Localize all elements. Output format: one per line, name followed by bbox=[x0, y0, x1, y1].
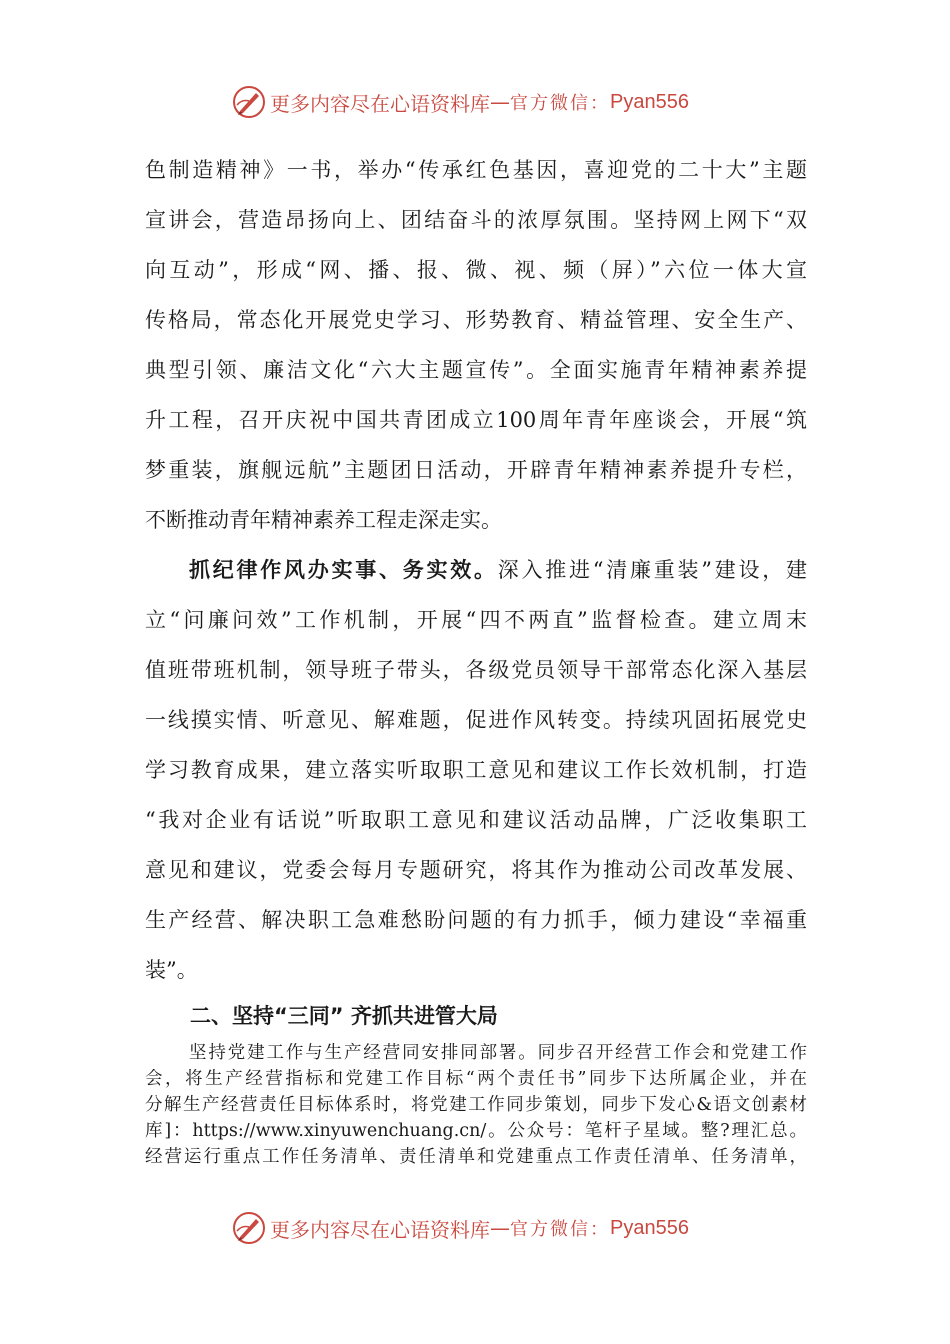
text-line-first bbox=[145, 545, 807, 595]
footer-banner bbox=[232, 1208, 752, 1248]
banner-separator: — bbox=[490, 1216, 510, 1240]
text-line: 传格局，常态化开展党史学习、形势教育、精益管理、安全生产、 bbox=[145, 308, 807, 332]
text-line: 向互动”，形成“网、播、报、微、视、频（屏）”六位一体大宣 bbox=[145, 258, 807, 282]
text-line: 库]：https://www.xinyuwenchuang.cn/。公众号：笔杆子星域。整?理汇总。 bbox=[145, 1121, 807, 1141]
text-line: 经营运行重点工作任务清单、责任清单和党建重点工作责任清单、任务清单， bbox=[145, 1147, 807, 1167]
pen-logo-icon bbox=[232, 85, 266, 119]
text-line: 装”。 bbox=[145, 958, 198, 982]
paragraph-1 bbox=[145, 145, 807, 545]
text-line: 立“问廉问效”工作机制，开展“四不两直”监督检查。建立周末 bbox=[145, 608, 807, 632]
text-line: 坚持党建工作与生产经营同安排同部署。同步召开经营工作会和党建工作 bbox=[189, 1043, 807, 1063]
text-line: 意见和建议，党委会每月专题研究，将其作为推动公司改革发展、 bbox=[145, 858, 807, 882]
text-line: 会，将生产经营指标和党建工作目标“两个责任书”同步下达所属企业，并在 bbox=[145, 1069, 807, 1089]
text-line: 生产经营、解决职工急难愁盼问题的有力抓手，倾力建设“幸福重 bbox=[145, 908, 807, 932]
text-line: 宣讲会，营造昂扬向上、团结奋斗的浓厚氛围。坚持网上网下“双 bbox=[145, 208, 807, 232]
banner-wechat-id: Pyan556 bbox=[610, 90, 689, 113]
paragraph-2 bbox=[145, 545, 807, 995]
text-line: 一线摸实情、听意见、解难题，促进作风转变。持续巩固拓展党史 bbox=[145, 708, 807, 732]
header-banner bbox=[232, 82, 752, 122]
banner-wechat-id: Pyan556 bbox=[610, 1216, 689, 1239]
paragraph-lead: 抓纪律作风办实事、务实效。 bbox=[189, 557, 498, 582]
text-line: 值班带班机制，领导班子带头，各级党员领导干部常态化深入基层 bbox=[145, 658, 807, 682]
banner-text: 更多内容尽在心语资料库 bbox=[270, 91, 490, 116]
pen-logo-icon bbox=[232, 1211, 266, 1245]
section-heading: 二、坚持“三同” 齐抓共进管大局 bbox=[190, 1004, 498, 1028]
text-line: 不断推动青年精神素养工程走深走实。 bbox=[145, 508, 502, 532]
banner-separator: — bbox=[490, 90, 510, 114]
text-line: “我对企业有话说”听取职工意见和建议活动品牌，广泛收集职工 bbox=[145, 808, 807, 832]
text-line: 典型引领、廉洁文化“六大主题宣传”。全面实施青年精神素养提 bbox=[145, 358, 807, 382]
paragraph-3 bbox=[145, 1040, 807, 1170]
banner-label: 官方微信： bbox=[510, 93, 610, 114]
text-line: 梦重装，旗舰远航”主题团日活动，开辟青年精神素养提升专栏， bbox=[145, 458, 807, 482]
banner-text: 更多内容尽在心语资料库 bbox=[270, 1217, 490, 1242]
text-line: 色制造精神》一书，举办“传承红色基因，喜迎党的二十大”主题 bbox=[145, 158, 807, 182]
text-line: 学习教育成果，建立落实听取职工意见和建议工作长效机制，打造 bbox=[145, 758, 807, 782]
banner-label: 官方微信： bbox=[510, 1219, 610, 1240]
text-line: 分解生产经营责任目标体系时，将党建工作同步策划，同步下发心&语文创素材 bbox=[145, 1095, 807, 1115]
text-line: 升工程，召开庆祝中国共青团成立100周年青年座谈会，开展“筑 bbox=[145, 408, 807, 432]
paragraph-first-rest: 深入推进“清廉重装”建设，建 bbox=[497, 558, 807, 582]
